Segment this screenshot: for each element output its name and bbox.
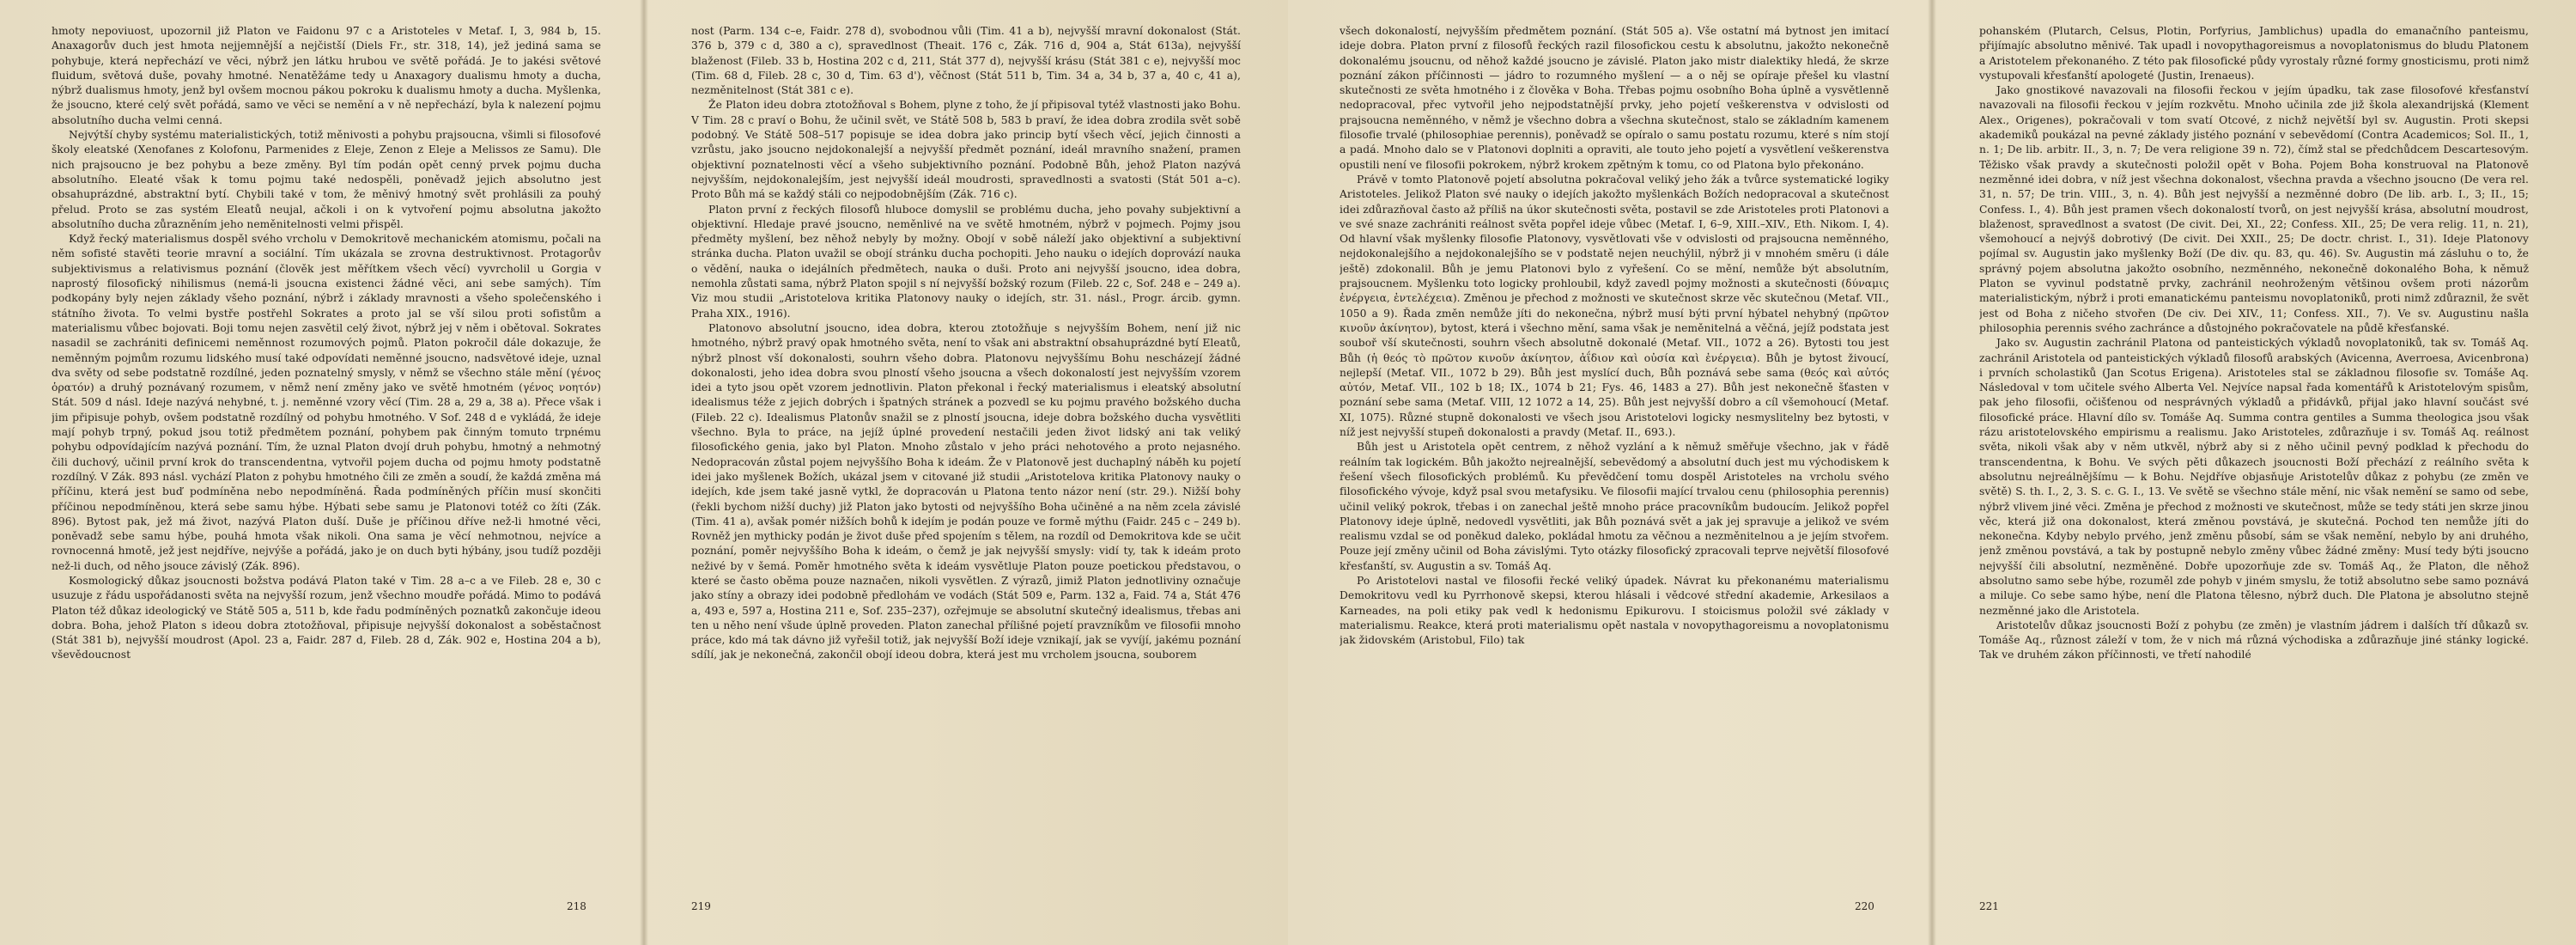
page-218-text xyxy=(52,24,601,918)
page-219-text xyxy=(691,24,1241,918)
paragraph: Právě v tomto Platonově pojetí absolutna pokračoval veliký jeho žák a tvůrce systematické logiky Aristoteles. Jelikož Platon své nauky o idejích jakožto myšlenkách Božích nedopracoval a skutečnost idei zdůrazňoval často až příliš na úkor skutečnosti světa, postavil se zde Aristoteles proti Platonovi a ve své snaze zachrániti reálnost světa popřel ideje vůbec (Metaf. I, 6–9, XIII.–XIV., Eth. Nikom. I, 4). Od hlavní však myšlenky filosofie Platonovy, vysvětlovati vše v odvislosti od prajsoucna neměnného, nejdokonalejšího a nejdokonalejšího se v podstatě nejen neuchýlil, nýbrž ji v mnohém směru (i dále ještě) zdokonalil. Bůh je jemu Platonovi bylo z vyřešení. Co se mění, nemůže být absolutním, prajsoucnem. Myšlenku toto logicky prohloubil, když zavedl pojmy možnosti a skutečnosti (δύναμις ἐνέργεια, ἐντελέχεια). Změnou je přechod z možnosti ve skutečnost skrze věc skutečnou (Metaf. VII., 1050 a 9). Řada změn nemůže jíti do nekonečna, nýbrž musí býti první hýbatel nehybný (πρῶτον κινοῦν ἀκίνητον), bytost, která i všechno mění, sama však je neměnitelná a věčná, jejíž podstata jest souboř vší skutečnosti, souhrn všech absolutně dokonalé (Metaf. VII., 1072 a 26). Bytosti tou jest Bůh (ἡ θεός τὸ πρῶτον κινοῦν ἀκίνητον, ἀΐδιον καὶ οὐσία καὶ ἐνέργεια). Bůh je bytost živoucí, nejlepší (Metaf. VII., 1072 b 29). Bůh jest myslící duch, Bůh poznává sebe sama (θεός καὶ αὐτός αὐτόν, Metaf. VII., 102 b 18; IX., 1074 b 21; Fys. 46, 1483 a 27). Bůh jest nekonečně šťasten v poznání sebe sama (Metaf. VIII, 12 1072 a 14, 25). Bůh jest nejvyšší dobro a cíl všemohoucí (Metaf. XI, 1075). Různé stupně dokonalosti ve všech jsou Aristotelovi logicky nesmyslitelny bez bytosti, v níž jest nejvyšší stupeň dokonalosti a pravdy (Metaf. II., 693.). xyxy=(1340,173,1889,439)
paragraph: všech dokonalostí, nejvyšším předmětem poznání. (Stát 505 a). Vše ostatní má bytnost jen imitací ideje dobra. Platon první z filosofů řeckých razil filosofickou cestu k absolutnu, jakožto nekonečně dokonalému jsoucnu, od něhož každé jsoucno je závislé. Platon jako mistr dialektiky hledá, že skrze poznání zákon příčinnosti — jádro to rozumného myšlení — a o něj se opíraje přešel ku vlastní skutečnosti ze světa hmotného i z člověka v Boha. Třebas pojmu osobního Boha úplně a vysvětlenně nedopracoval, přec vytvořil jeho nejpodstatnější prvky, jeho pojetí veškerenstva v odvislosti od prajsoucna neměnného, v němž je všechno dobra a všechna skutečnost, stalo se základním kamenem filosofie trvalé (philosophiae perennis), poněvadž se opíralo o samu postatu rozumu, které s ním stojí a padá. Mnoho dalo se v Platonovi doplniti a opraviti, ale touto jeho pojetí a vysvětlení veškerenstva opustili není ve filosofii pokrokem, nýbrž krokem zpětným k tomu, co od Platona bylo překonáno. xyxy=(1340,25,1889,171)
paragraph: Jako sv. Augustin zachránil Platona od panteistických výkladů novoplatoniků, tak sv. Tomáš Aq. zachránil Aristotela od panteistických výkladů filosofů arabských (Avicenna, Averroesa, Avicenbrona) i prvních scholastiků (Jan Scotus Erigena). Aristoteles stal se základnou filosofie sv. Tomáše Aq. Následoval v tom učitele svého Alberta Vel. Nejvíce napsal řada komentářů k Aristotelovým spisům, pak jeho filosofii, očišťenou od nesprávných výkladů a přidávků, přijal jako hlavní součást své filosofické práce. Hlavní dílo sv. Tomáše Aq. Summa contra gentiles a Summa theologica jsou však rázu aristotelovského empirismu a realismu. Jako Aristoteles, zdůrazňuje i sv. Tomáš Aq. reálnost světa, nikoli však aby v něm utkvěl, nýbrž aby si z něho učinil pevný podklad k přechodu do transcendentna, k Bohu. Ve svých pěti důkazech jsoucnosti Boží přechází z reálního světa k absolutnu nejreálnějšímu — k Bohu. Nejdříve objasňuje Aristotelův důkaz z pohybu (ze změn ve světě) S. th. I., 2, 3. S. c. G. I., 13. Ve světě se všechno stále mění, nic však nemění se samo od sebe, nýbrž vlivem jiné věci. Změna je přechod z možnosti ve skutečnost, může se tedy státi jen skrze jinou věc, která již ona dokonalost, která změnou povstává, je skutečná. Pochod ten nemůže jíti do nekonečna. Kdyby nebylo prvého, jenž změnu působí, sám se však nemění, nebylo by ani druhého, jenž změnou povstává, a tak by postupně nebylo změny vůbec žádné změny: Musí tedy býti jsoucno nejvyšší čili absolutní, nezměněné. Dobře upozorňuje zde sv. Tomáš Aq., že Platon, dle něhož absolutno samo sebe hýbe, rozuměl zde pohyb v jiném smyslu, že totiž absolutno sebe samo poznává a miluje. Co sebe samo hýbe, není dle Platona tělesno, nýbrž duch. Dle Platona je absolutno stejně nezměnné jako dle Aristotela. xyxy=(1979,337,2529,617)
paragraph: pohanském (Plutarch, Celsus, Plotin, Porfyrius, Jamblichus) upadla do emanačního panteismu, přijímajíc absolutno měnivé. Tak upadl i novopythagoreismus a novoplatonismus do bludu Platonem a Aristotelem překonaného. Z této pak filosofické půdy vyrostaly různé formy gnosticismu, proti nimž vystupovali křesťanští apologeté (Justin, Irenaeus). xyxy=(1979,25,2529,82)
paragraph: Když řecký materialismus dospěl svého vrcholu v Demokritově mechanickém atomismu, počali na něm sofisté stavěti teorie mravní a sociální. Tím ukázala se zrovna destruktivnost. Protagorův subjektivismus a relativismus poznání (člověk jest měřítkem všech věcí) vyvrcholil u Gorgia v naprostý filosofický nihilismus (nemá-li jsoucna existenci žádné věci, ani sebe samých). Tím podkopány byly nejen základy všeho poznání, nýbrž i základy mravnosti a všeho společenského i státního života. To velmi bystře postřehl Sokrates a proto jal se vší silou proti sofistům a materialismu vůbec bojovati. Boji tomu nejen zasvětil celý život, nýbrž jej v něm i obětoval. Sokrates nasadil se zachrániti definicemi neměnnost rozumových pojmů. Platon pokročil dále dokazuje, že neměnným pojmům rozumu lidského musí také odpovídati neměnné jsoucno, nadsvětové ideje, uznal dva světy od sebe podstatně rozdílné, jeden poznatelný smysly, v němž se všechno stále mění (γένος ὁρατόν) a druhý poznávaný rozumem, v němž není změny jako ve světě hmotném (γένος νοητόν) Stát. 509 d násl. Ideje nazývá nehybné, t. j. neměnné vzory věcí (Tim. 28 a, 29 a, 38 a). Přece však i jim připisuje pohyb, ovšem podstatně rozdílný od pohybu hmotného. V Sof. 248 d e vykládá, že ideje mají pohyb trpný, pokud jsou totiž předmětem poznání, pohybem pak činným tomuto trpnému pohybu odpovídajícím nazývá poznání. Tím, že uznal Platon dvojí druh pohybu, hmotný a nehmotný čili duchový, učinil první krok do transcendentna, vytvořil pojem ducha od pojmu hmoty podstatně rozdílný. V Zák. 893 násl. vychází Platon z pohybu hmotného čili ze změn a soudí, že každá změna má příčinu, která jest buď podmíněna nebo nepodmíněná. Řada podmíněných příčin musí skončiti příčinou nepodmíněnou, která sebe samu hýbe. Hýbati sebe samu je Platonovi totéž co žíti (Zák. 896). Bytost pak, jež má život, nazývá Platon duší. Duše je příčinou dříve než-li hmotné věci, poněvadž sebe samu hýbe, pouhá hmota však nikoli. Ona sama je věcí nehmotnou, nejvíce a rovnocenná hmotě, jež jest nejdříve, nejvýše a pořádá, jako je on duch byti hýbány, jsou tudíž později než-li duch, od něho jsouce závislý (Zák. 896). xyxy=(52,233,601,572)
paragraph: Aristotelův důkaz jsoucnosti Boží z pohybu (ze změn) je vlastním jádrem i dalších tří důkazů sv. Tomáše Aq., různost záleží v tom, že v nich má různá východiska a zdůrazňuje jiné stánky logické. Tak ve druhém zákon příčinnosti, ve třetí nahodilé xyxy=(1979,619,2529,662)
paragraph: Platon první z řeckých filosofů hluboce domyslil se problému ducha, jeho povahy subjektivní a objektivní. Hledaje pravé jsoucno, neměnlivé na ve světě hmotném, nýbrž v pojmech. Pojmy jsou předměty myšlení, bez něhož nebyly by možny. Obojí v sobě náleží jako objektivní a subjektivní stránka ducha. Platon uvažil se obojí stránku ducha pochopiti. Jeho nauku o idejích doprovází nauka o vědění, nauka o idejálních předmětech, nauka o duši. Proto ani nejvyšší jsoucno, idea dobra, nemohla zůstati sama, nýbrž Platon spojil s ní nejvyšší božský rozum (Fileb. 22 c, Sof. 248 e – 249 a). Viz mou studii „Aristotelova kritika Platonovy nauky o idejích, str. 31. násl., Progr. árcib. gymn. Praha XIX., 1916). xyxy=(691,203,1241,320)
paragraph: Kosmologický důkaz jsoucnosti božstva podává Platon také v Tim. 28 a–c a ve Fileb. 28 e, 30 c usuzuje z řádu uspořádanosti světa na nejvyšší rozum, jenž všechno moudře pořádá. Mimo to podává Platon též důkaz ideologický ve Státě 505 a, 511 b, kde řadu podmíněných poznatků zakončuje ideou dobra. Boha, jehož Platon s ideou dobra ztotožňoval, připisuje nejvyšší dokonalost a soběstačnost (Stát 381 b), nejvyšší moudrost (Apol. 23 a, Faidr. 287 d, Fileb. 28 d, Zák. 902 e, Hostina 204 a b), vševědoucnost xyxy=(52,574,601,662)
page-221-text xyxy=(1979,24,2529,918)
paragraph: Nejvýtší chyby systému materialistických, totiž měnivosti a pohybu prajsoucna, všimli si filosofové školy eleatské (Xenofanes z Kolofonu, Parmenides z Eleje, Zenon z Eleje a Melissos ze Samu). Dle nich prajsoucno je bez pohybu a beze změny. Byl tím podán opět cenný prvek pojmu ducha absolutního. Eleaté však k tomu pojmu také nedospěli, poněvadž jejich absolutno jest obsahuprázdné, abstraktní bytí. Chybili také v tom, že měnivý hmotný svět prohlásili za pouhý přelud. Proto se zas systém Eleatů neujal, ačkoli i on k vytvoření pojmu absolutna jakožto absolutního ducha zůrazněním jeho neměnitelnosti velmi přispěl. xyxy=(52,129,601,230)
right-page-spread xyxy=(1288,0,2576,945)
book-gutter xyxy=(1928,0,1936,945)
page-number: 218 xyxy=(567,900,586,912)
page-220-text xyxy=(1340,24,1889,918)
paragraph: Jako gnostikové navazovali na filosofii řeckou v jejím úpadku, tak zase filosofové křesťanství navazovali na filosofii řeckou v jejím rozkvětu. Mnoho učinila zde již škola alexandrijská (Klement Alex., Origenes), pokračovali v tom svatí Otcové, z nichž největší byl sv. Augustin. Proti skepsi akademiků poukázal na pevné základy jistého poznání v sebevědomí (Contra Academicos; Sol. II., 1, n. 1; De lib. arbitr. II., 3, n. 7; De vera religione 39 n. 72), čímž stal se předchůdcem Descartesovým. Těžisko však pravdy a skutečnosti položil opět v Boha. Pojem Boha konstruoval na Platonově nezměnné idei dobra, v níž jest všechna dokonalost, všechna pravda a všechno jsoucno (De vera rel. 31, n. 57; De trin. VIII., 3, n. 4). Bůh jest nejvyšší a nezměnné dobro (De lib. arb. I., 3; II., 15; Confess. I., 4). Bůh jest pramen všech dokonalostí tvorů, on jest nejvyšší krása, absolutní moudrost, blaženost, spravedlnost a svatost (De civit. Dei, XI., 22; Confess. XII., 25; De vera relig. 11, n. 21), všemohoucí a nejvýš dobrotivý (De civit. Dei XXII., 25; De doctr. christ. I., 31). Ideje Platonovy pojímal sv. Augustin jako myšlenky Boží (De div. qu. 83, qu. 46). Sv. Augustin má zásluhu o to, že správný pojem absolutna jakožto osobního, nezměnného, nekonečně dokonalého Boha, k němuž Platon se vyvinul podstatně prvky, zachránil neohroženým většinou ovšem proti názorům materialistickým, nýbrž i proti emanatickému panteismu novoplatoniků, proti nimž zdůraznil, že svět jest od Boha z ničeho stvořen (De civ. Dei XIV., 11; Confess. XII., 7). Ve sv. Augustinu našla philosophia perennis svého zachránce a důstojného pokračovatele na půdě křesťanské. xyxy=(1979,84,2529,334)
paragraph: nost (Parm. 134 c–e, Faidr. 278 d), svobodnou vůli (Tim. 41 a b), nejvyšší mravní dokonalost (Stát. 376 b, 379 c d, 380 a c), spravedlnost (Theait. 176 c, Zák. 716 d, 904 a, Stát 613a), nejvyšší blaženost (Fileb. 33 b, Hostina 202 c d, 211, Stát 377 d), nejvyšší krásu (Stát 381 c e), nejvyšší moc (Tim. 68 d, Fileb. 28 c, 30 d, Tim. 63 d'), věčnost (Stát 511 b, Tim. 34 a, 34 b, 37 a, 40 c, 41 a), nezměnitelnost (Stát 381 c e). xyxy=(691,25,1241,97)
page-number: 220 xyxy=(1855,900,1874,912)
paragraph: hmoty nepoviuost, upozornil již Platon ve Faidonu 97 c a Aristoteles v Metaf. I, 3, 984 b, 15. Anaxagorův duch jest hmota nejjemnější a nejčistší (Diels Fr., str. 318, 14), jež jediná sama se pohybuje, která nepřechází ve věci, nýbrž jen látku hrubou ve světě pořádá. Je to jakési světové fluidum, světová duše, povahy hmotné. Nenatěžáme tedy u Anaxagory dualismu hmoty a ducha, nýbrž dualismus hmoty, jenž byl ovšem mocnou pákou pokroku k dualismu hmoty a ducha. Myšlenka, že jsoucno, které celý svět pořádá, samo ve věci se nemění a v ně nepřechází, byla k nalezení pojmu absolutního ducha velmi cenná. xyxy=(52,25,601,126)
paragraph: Platonovo absolutní jsoucno, idea dobra, kterou ztotožňuje s nejvyšším Bohem, není již nic hmotného, nýbrž pravý opak hmotného světa, není to však ani abstraktní obsahuprázdné bytí Eleatů, nýbrž plnost vší dokonalosti, souhrn všeho dobra. Platonovu nejvyššímu Bohu nescházejí žádné dokonalosti, jeho idea dobra svou plností všeho jsoucna a všech dokonalostí jest nejvyšším vzorem idei a tyto jsou opět vzorem jednotlivin. Platon překonal i řecký materialismus i eleatský absolutní idealismus téže z jejich dobrých i špatných stránek a pozvedl se ku pojmu pravého božského ducha (Fileb. 22 c). Idealismus Platonův snažil se z plností jsoucna, ideje dobra božského ducha vysvětliti všechno. Byla to práce, na jejíž úplné provedení nestačili jeden život lidský ani tak veliký filosofického genia, jako byl Platon. Mnoho zůstalo v jeho práci nehotového a proto nejasného. Nedopracován zůstal pojem nejvyššího Boha k ideám. Že v Platonově jest duchaplný náběh ku pojetí idei jako myšlenek Božích, ukázal jsem v citované již studii „Aristotelova kritika Platonovy nauky o idejích, kde jsem také jasně vytkl, že dopracován u Platona tento názor není (str. 29.). Nižší bohy (řekli bychom nižší duchy) již Platon jako bytosti od nejvyššího Boha učiněné a na něm zcela závislé (Tim. 41 a), avšak pomér nižších bohů k idejím je podán pouze ve formě mýthu (Faidr. 245 c – 249 b). Rovněž jen mythicky podán je život duše před spojením s tělem, na rozdíl od Demokritova kde se učit poznání, poměr nejvyššího Boha k ideám, o čemž je jak nejvyšší smysly: vidí ty, tak k ideám proto neživé by v šemá. Poměr hmotného světa k ideám vysvětluje Platon pouze poetickou představou, o které se často oběma pouze naznačen, nikoli vysvětlen. Z výrazů, jimiž Platon jednotliviny označuje jako stíny a obrazy idei podobně předlohám ve vodách (Stát 509 e, Parm. 132 a, Faid. 74 a, Stát 476 a, 493 e, 597 a, Hostina 211 e, Sof. 235–237), ozřejmuje se absolutní skutečný idealismus, třebas ani ten u něho není všude úplně proveden. Platon zanechal přílišné pojetí pravzníkům ve filosofii mnoho práce, kdo má tak dávno již vyřešil totiž, jak nejvyšší Boží ideje vznikají, jak se vyvíjí, jakému poznání sdílí, jak je nekonečná, zakončil obojí ideou dobra, která jest mu vrcholem jsoucna, souborem xyxy=(691,321,1241,662)
paragraph: Po Aristotelovi nastal ve filosofii řecké veliký úpadek. Návrat ku překonanému materialismu Demokritovu vedl ku Pyrrhonově skepsi, kterou hlásali i vědcové střední akademie, Arkesilaos a Karneades, na poli etiky pak vedl k hedonismu Epikurovu. I stoicismus položil své základy v materialismu. Reakce, která proti materialismu opět nastala v novopythagoreismu a novoplatonismu jak židovském (Aristobul, Filo) tak xyxy=(1340,574,1889,647)
paragraph: Že Platon ideu dobra ztotožňoval s Bohem, plyne z toho, že jí připisoval tytéž vlastnosti jako Bohu. V Tim. 28 c praví o Bohu, že učinil svět, ve Státě 508 b, 583 b praví, že idea dobra zrodila svět sobě podobný. Ve Státě 508–517 popisuje se idea dobra jako princip bytí všech věcí, jejich činnosti a vzrůstu, jako jsoucno nejdokonalejší a nejvyšší předmět poznání, ideál mravního snažení, pramen objektivní poznatelnosti věcí a všeho subjektivního poznání. Podobně Bůh, jehož Platon nazývá nejvyšším, nejdokonalejším, jest nejvyšší ideál moudrosti, spravedlnosti a svatosti (Stát 501 a–c). Proto Bůh má se každý stáli co nejpodobnějším (Zák. 716 c). xyxy=(691,99,1241,201)
page-number: 219 xyxy=(691,900,711,912)
book-gutter xyxy=(640,0,648,945)
paragraph: Bůh jest u Aristotela opět centrem, z něhož vyzlání a k němuž směřuje všechno, jak v řádě reálním tak logickém. Bůh jakožto nejrealnější, sebevědomý a absolutní duch jest mu východiskem k řešení všech filosofických problémů. Ku převědčení tomu dospěl Aristoteles na vrcholu svého filosofického vývoje, když psal svou metafysiku. Ve filosofii mající trvalou cenu (philosophia perennis) učinil veliký pokrok, třebas i on zanechal ještě mnoho práce pracovníkům budoucím. Jelikož popřel Platonovy ideje úplně, nedovedl vysvětliti, jak Bůh poznává svět a jak jej spravuje a jelikož ve svém realismu vzdal se od poněkud daleko, pokládal hmotu za věčnou a nezměnitelnou a je jejím stvořem. Pouze její změny učinil od Boha závislými. Tyto otázky filosofický zpracovali teprve největší filosofové křesťanští, sv. Augustin a sv. Tomáš Aq. xyxy=(1340,441,1889,572)
page-number: 221 xyxy=(1979,900,1999,912)
